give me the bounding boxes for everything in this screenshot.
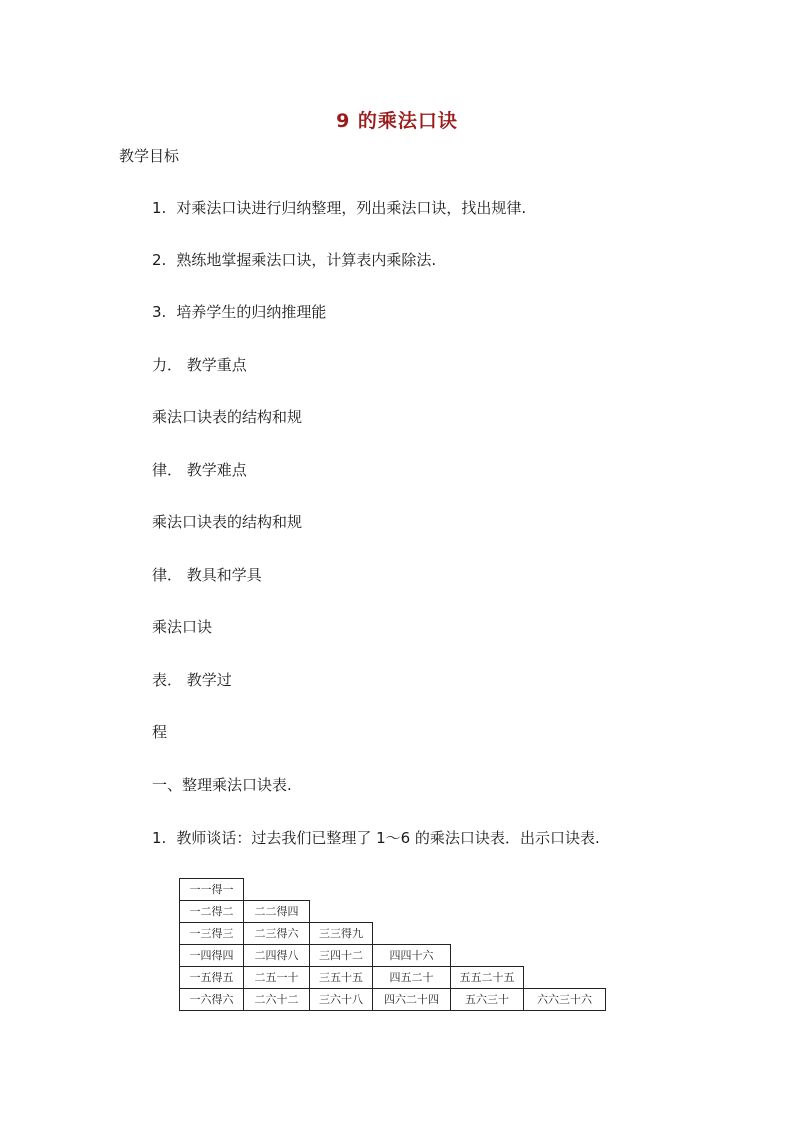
table-cell: 一三得三: [180, 923, 244, 945]
table-row: [180, 901, 606, 923]
text-line: 表． 教学过: [152, 671, 232, 689]
goal-number: 3.: [152, 303, 167, 321]
table-cell: 一四得四: [180, 945, 244, 967]
document-title: 9 的乘法口诀: [336, 110, 458, 132]
goal-text: 对乘法口诀进行归纳整理，列出乘法口诀，找出规律.: [176, 199, 527, 217]
table-cell: 三三得九: [310, 923, 373, 945]
text-line: 律． 教具和学具: [152, 566, 262, 584]
empty-cell: [524, 879, 606, 901]
goal-item-1: [152, 198, 526, 218]
table-cell: 二四得八: [244, 945, 310, 967]
step-item-1: [152, 828, 600, 848]
multiplication-table: [179, 878, 606, 1011]
goal-number: 2.: [152, 251, 167, 269]
table-cell: 四五二十: [373, 967, 451, 989]
table-cell: 一二得二: [180, 901, 244, 923]
table-row: [180, 967, 606, 989]
table-cell: 五五二十五: [451, 967, 524, 989]
table-cell: 三四十二: [310, 945, 373, 967]
text-line: 程: [152, 723, 168, 741]
section-heading: 教学目标: [119, 147, 180, 165]
table-cell: 四六二十四: [373, 989, 451, 1011]
goal-number: 1.: [152, 199, 167, 217]
text-line: 乘法口诀表的结构和规: [152, 408, 303, 426]
table-row: [180, 989, 606, 1011]
table-cell: 二二得四: [244, 901, 310, 923]
text-line: 乘法口诀表的结构和规: [152, 513, 303, 531]
table-cell: 一一得一: [180, 879, 244, 901]
text-line: 乘法口诀: [152, 618, 213, 636]
empty-cell: [310, 879, 373, 901]
empty-cell: [310, 901, 373, 923]
empty-cell: [373, 879, 451, 901]
section-heading-1: 一、整理乘法口诀表.: [152, 776, 292, 794]
table-cell: 二三得六: [244, 923, 310, 945]
table-cell: 一六得六: [180, 989, 244, 1011]
empty-cell: [451, 901, 524, 923]
table-cell: 三六十八: [310, 989, 373, 1011]
goal-text: 熟练地掌握乘法口诀，计算表内乘除法.: [176, 251, 437, 269]
table-cell: 一五得五: [180, 967, 244, 989]
empty-cell: [451, 945, 524, 967]
goal-text: 培养学生的归纳推理能: [176, 303, 327, 321]
table-cell: 二五一十: [244, 967, 310, 989]
table-row: [180, 945, 606, 967]
empty-cell: [524, 945, 606, 967]
table-row: [180, 879, 606, 901]
empty-cell: [451, 923, 524, 945]
table-cell: 五六三十: [451, 989, 524, 1011]
empty-cell: [524, 901, 606, 923]
empty-cell: [524, 923, 606, 945]
empty-cell: [373, 901, 451, 923]
text-line: 律． 教学难点: [152, 461, 247, 479]
empty-cell: [373, 923, 451, 945]
multiplication-table-body: [180, 879, 606, 1011]
empty-cell: [524, 967, 606, 989]
empty-cell: [244, 879, 310, 901]
table-row: [180, 923, 606, 945]
empty-cell: [451, 879, 524, 901]
table-cell: 三五十五: [310, 967, 373, 989]
step-text: 教师谈话：过去我们已整理了 1～6 的乘法口诀表．出示口诀表.: [176, 829, 600, 847]
goal-item-2: [152, 250, 436, 270]
table-cell: 二六十二: [244, 989, 310, 1011]
goal-item-3: [152, 302, 326, 322]
step-number: 1.: [152, 829, 167, 847]
table-cell: 六六三十六: [524, 989, 606, 1011]
text-line: 力． 教学重点: [152, 356, 247, 374]
table-cell: 四四十六: [373, 945, 451, 967]
